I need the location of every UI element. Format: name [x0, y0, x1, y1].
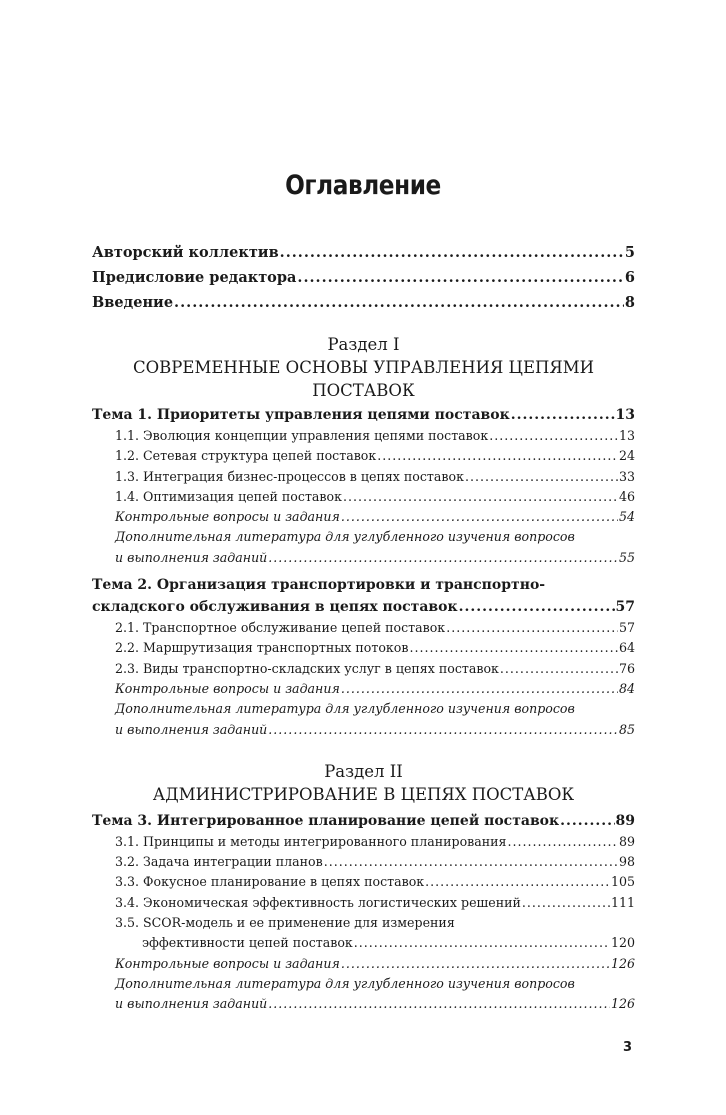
toc-entry-literature-1-line1: Дополнительная литература для углубленного изучения вопросов — [115, 529, 575, 545]
dot-leader — [425, 872, 610, 892]
toc-entry-label: Введение — [92, 294, 174, 311]
toc-entry-2-2[interactable] — [92, 638, 635, 658]
toc-page-number: 105 — [610, 874, 635, 890]
dot-leader — [459, 596, 615, 618]
toc-entry-3-5[interactable] — [92, 933, 635, 953]
toc-page-number: 76 — [618, 660, 635, 676]
toc-entry-theme-3[interactable] — [92, 810, 635, 832]
toc-entry-questions-2[interactable] — [92, 679, 635, 699]
dot-leader — [341, 507, 618, 527]
toc-entry-questions-3[interactable] — [92, 954, 635, 974]
section-heading-2 — [92, 760, 635, 806]
toc-entry-label: 1.1. Эволюция концепции управления цепями поставок — [115, 428, 489, 443]
toc-entry-label: и выполнения заданий — [115, 996, 268, 1012]
dot-leader — [341, 679, 618, 699]
toc-entry-literature-2[interactable] — [92, 720, 635, 740]
toc-entry-label: и выполнения заданий — [115, 549, 268, 565]
toc-entry-label: Тема 1. Приоритеты управления цепями поставок — [92, 407, 510, 423]
toc-entry-label: Контрольные вопросы и задания — [115, 680, 340, 696]
page-title: Оглавление — [285, 170, 441, 201]
dot-leader — [343, 487, 618, 507]
toc-entry-1-2[interactable] — [92, 446, 635, 466]
toc-entry-label: 2.1. Транспортное обслуживание цепей поставок — [115, 620, 446, 636]
dot-leader — [500, 659, 618, 679]
toc-entry-2-3[interactable] — [92, 659, 635, 679]
dot-leader — [174, 290, 624, 315]
section-title-line2: ПОСТАВОК — [312, 381, 415, 400]
toc-entry-label: Контрольные вопросы и задания — [115, 509, 340, 525]
dot-leader — [354, 933, 610, 953]
toc-page-number: 55 — [618, 549, 635, 565]
toc-page-number: 126 — [610, 955, 635, 971]
toc-entry-questions-1[interactable] — [92, 507, 635, 527]
toc-page-number: 33 — [618, 468, 635, 484]
toc-page-number: 54 — [618, 509, 635, 525]
dot-leader — [507, 832, 617, 852]
toc-page-number: 111 — [610, 894, 635, 910]
toc-entry-label: 3.4. Экономическая эффективность логистических решений — [115, 894, 521, 910]
toc-entry-3-4[interactable] — [92, 893, 635, 913]
toc-entry-label: 3.1. Принципы и методы интегрированного планирования — [115, 833, 507, 849]
dot-leader — [511, 404, 615, 426]
toc-entry-literature-3[interactable] — [92, 994, 635, 1014]
toc-page-number: 85 — [618, 721, 635, 737]
dot-leader — [409, 638, 618, 658]
toc-page-number: 84 — [618, 680, 635, 696]
toc-page-number: 46 — [618, 488, 635, 504]
toc-page-number: 64 — [618, 640, 635, 656]
toc-entry-1-3[interactable] — [92, 467, 635, 487]
toc-entry-literature-3-line1: Дополнительная литература для углубленного изучения вопросов — [115, 975, 575, 991]
table-of-contents — [92, 240, 635, 1015]
dot-leader — [268, 548, 618, 568]
dot-leader — [522, 893, 610, 913]
toc-page-number: 57 — [618, 620, 635, 636]
toc-entry-3-5-line1: 3.5. SCOR-модель и ее применение для измерения — [115, 915, 455, 931]
toc-entry-3-3[interactable] — [92, 872, 635, 892]
section-title-line1: АДМИНИСТРИРОВАНИЕ В ЦЕПЯХ ПОСТАВОК — [152, 784, 575, 804]
toc-entry-label: 1.3. Интеграция бизнес-процессов в цепях поставок — [115, 468, 464, 484]
toc-entry-introduction[interactable] — [92, 290, 635, 315]
toc-page-number: 6 — [624, 269, 635, 286]
toc-entry-theme-2-line1[interactable]: Тема 2. Организация транспортировки и транспортно- — [92, 577, 546, 594]
toc-entry-label: 2.2. Маршрутизация транспортных потоков — [115, 640, 409, 656]
section-title-line1: СОВРЕМЕННЫЕ ОСНОВЫ УПРАВЛЕНИЯ ЦЕПЯМИ — [133, 358, 594, 377]
toc-page-number: 120 — [610, 935, 635, 951]
toc-entry-3-1[interactable] — [92, 832, 635, 852]
toc-page-number: 89 — [615, 812, 635, 829]
toc-entry-literature-1[interactable] — [92, 548, 635, 568]
toc-page-number: 98 — [618, 854, 635, 870]
toc-entry-label: складского обслуживания в цепях поставок — [92, 599, 458, 616]
toc-entry-label: 3.2. Задача интеграции планов — [115, 854, 323, 870]
toc-page-number: 13 — [615, 407, 635, 423]
dot-leader — [268, 994, 610, 1014]
toc-page-number: 8 — [624, 294, 635, 311]
toc-entry-theme-1[interactable] — [92, 404, 635, 426]
dot-leader — [489, 426, 618, 446]
toc-entry-label: 2.3. Виды транспортно-складских услуг в цепях поставок — [115, 660, 499, 676]
toc-entry-label: 1.4. Оптимизация цепей поставок — [115, 488, 342, 504]
toc-entry-preface[interactable] — [92, 265, 635, 290]
dot-leader — [465, 467, 618, 487]
toc-entry-literature-2-line1: Дополнительная литература для углубленного изучения вопросов — [115, 701, 575, 717]
toc-entry-label: Предисловие редактора — [92, 269, 297, 286]
toc-entry-label: Тема 3. Интегрированное планирование цепей поставок — [92, 812, 560, 829]
toc-entry-theme-2[interactable] — [92, 596, 635, 618]
toc-entry-label: 1.2. Сетевая структура цепей поставок — [115, 448, 377, 464]
toc-entry-1-1[interactable] — [92, 426, 635, 446]
toc-page-number: 24 — [618, 448, 635, 464]
section-number: Раздел II — [324, 761, 403, 781]
toc-entry-label: эффективности цепей поставок — [142, 935, 353, 951]
toc-entry-2-1[interactable] — [92, 618, 635, 638]
section-heading-1 — [92, 333, 635, 402]
dot-leader — [268, 720, 618, 740]
toc-entry-label: 3.3. Фокусное планирование в цепях поставок — [115, 874, 425, 890]
page-number: 3 — [623, 1040, 633, 1055]
toc-entry-authors[interactable] — [92, 240, 635, 265]
toc-entry-label: Авторский коллектив — [92, 244, 279, 261]
dot-leader — [446, 618, 618, 638]
dot-leader — [341, 954, 610, 974]
dot-leader — [377, 446, 618, 466]
toc-entry-3-2[interactable] — [92, 852, 635, 872]
toc-entry-label: Контрольные вопросы и задания — [115, 955, 340, 971]
section-number: Раздел I — [327, 335, 400, 354]
toc-entry-label: и выполнения заданий — [115, 721, 268, 737]
dot-leader — [560, 810, 614, 832]
toc-page-number: 89 — [618, 833, 635, 849]
dot-leader — [324, 852, 618, 872]
toc-page-number: 13 — [618, 428, 635, 443]
toc-entry-1-4[interactable] — [92, 487, 635, 507]
toc-page-number: 57 — [615, 599, 635, 616]
dot-leader — [280, 240, 624, 265]
dot-leader — [297, 265, 624, 290]
toc-page-number: 126 — [610, 996, 635, 1012]
toc-page-number: 5 — [624, 244, 635, 261]
